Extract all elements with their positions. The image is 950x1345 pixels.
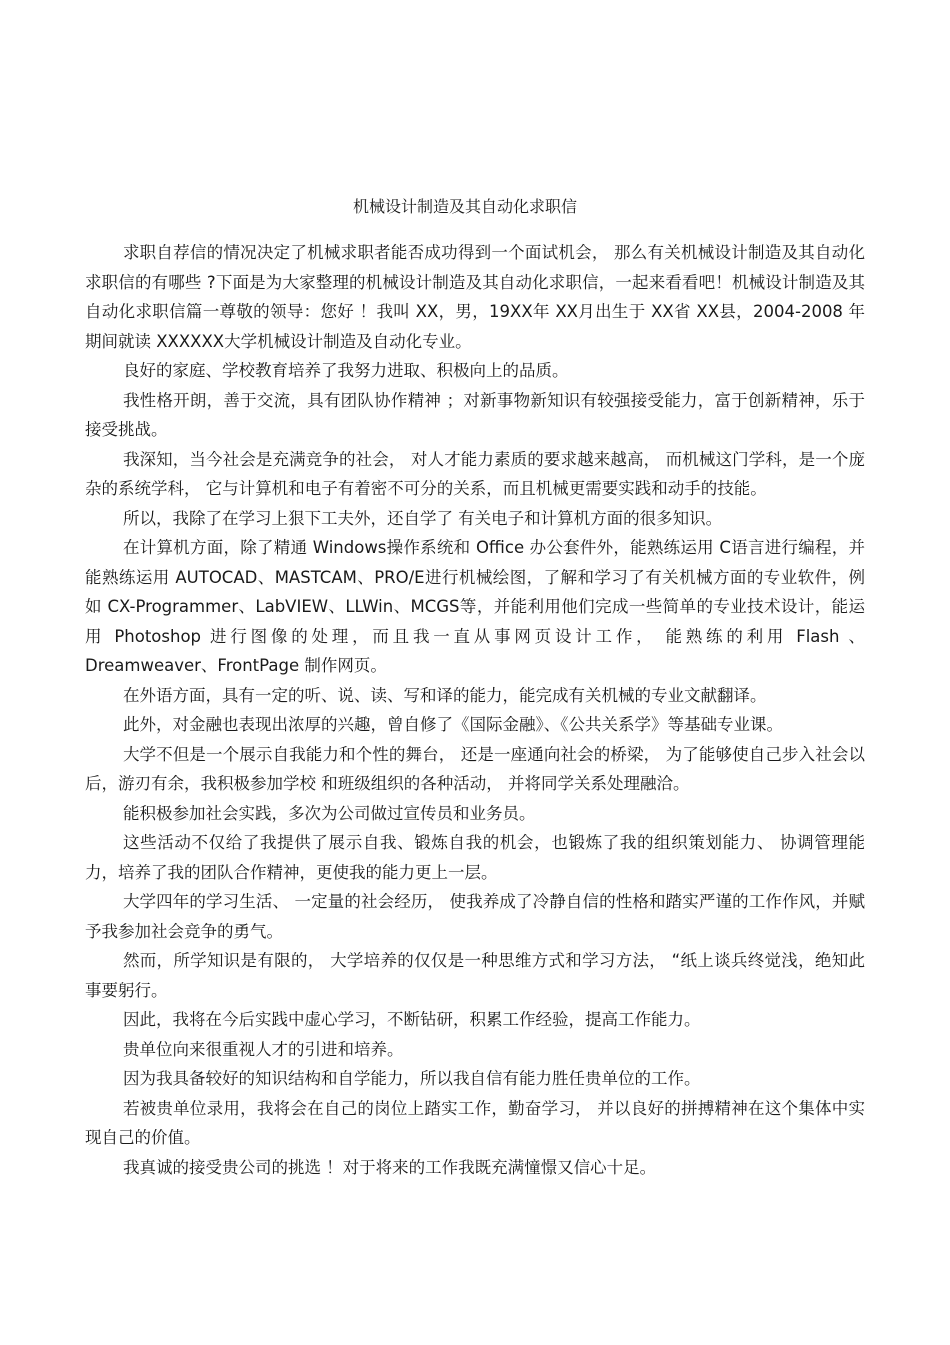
paragraph: 若被贵单位录用，我将会在自己的岗位上踏实工作，勤奋学习， 并以良好的拼搏精神在这个集体中实现自己的价值。 xyxy=(85,1098,865,1147)
paragraph: 在外语方面，具有一定的听、说、读、写和译的能力，能完成有关机械的专业文献翻译。 xyxy=(122,685,767,705)
paragraph: 大学不但是一个展示自我能力和个性的舞台， 还是一座通向社会的桥梁， 为了能够使自己步入社会以后，游刃有余，我积极参加学校 和班级组织的各种活动， 并将同学关系处理融洽。 xyxy=(85,744,865,793)
document-title: 机械设计制造及其自动化求职信 xyxy=(352,197,577,216)
paragraph: 因为我具备较好的知识结构和自学能力，所以我自信有能力胜任贵单位的工作。 xyxy=(122,1069,701,1088)
paragraph: 因此，我将在今后实践中虚心学习，不断钻研，积累工作经验，提高工作能力。 xyxy=(122,1010,701,1029)
paragraph: 在计算机方面，除了精通 Windows操作系统和 Office 办公套件外，能熟练运用 C语言进行编程，并能熟练运用 AUTOCAD、MASTCAM、PRO/E进行机械绘图，了解和学习了有关机械方面的专业软件，例如 CX-Programmer、LabVIEW、LLWin、MCGS等，并能利用他们完成一些简单的专业技术设计，能运用 Photoshop 进行图像的处理，而且我一直从事网页设计工作， 能熟练的利用 Flash 、Dreamweaver、FrontPage 制作网页。 xyxy=(85,538,865,675)
paragraph: 良好的家庭、学校教育培养了我努力进取、积极向上的品质。 xyxy=(122,361,569,380)
document-body xyxy=(85,238,865,1182)
paragraph: 大学四年的学习生活、 一定量的社会经历， 使我养成了冷静自信的性格和踏实严谨的工作作风，并赋予我参加社会竞争的勇气。 xyxy=(85,892,865,941)
paragraph: 我深知，当今社会是充满竞争的社会， 对人才能力素质的要求越来越高， 而机械这门学科，是一个庞杂的系统学科， 它与计算机和电子有着密不可分的关系，而且机械更需要实践和动手的技能。 xyxy=(85,449,865,498)
paragraph: 这些活动不仅给了我提供了展示自我、锻炼自我的机会，也锻炼了我的组织策划能力、 协调管理能力，培养了我的团队合作精神，更使我的能力更上一层。 xyxy=(85,833,865,882)
paragraph: 然而，所学知识是有限的， 大学培养的仅仅是一种思维方式和学习方法， “纸上谈兵终觉浅，绝知此事要躬行。 xyxy=(85,951,865,1000)
paragraph: 我性格开朗，善于交流，具有团队协作精神 ；对新事物新知识有较强接受能力，富于创新精神，乐于接受挑战。 xyxy=(85,390,865,439)
paragraph: 能积极参加社会实践，多次为公司做过宣传员和业务员。 xyxy=(122,803,536,823)
paragraph: 所以，我除了在学习上狠下工夫外，还自学了 有关电子和计算机方面的很多知识。 xyxy=(122,508,723,528)
paragraph: 贵单位向来很重视人才的引进和培养。 xyxy=(122,1039,404,1059)
paragraph: 此外，对金融也表现出浓厚的兴趣，曾自修了《国际金融》、《公共关系学》等基础专业课。 xyxy=(122,715,783,734)
paragraph: 我真诚的接受贵公司的挑选 ！对于将来的工作我既充满憧憬又信心十足。 xyxy=(122,1157,657,1177)
paragraph: 求职自荐信的情况决定了机械求职者能否成功得到一个面试机会， 那么有关机械设计制造及其自动化求职信的有哪些 ?下面是为大家整理的机械设计制造及其自动化求职信，一起来看看吧！机械设计制造及其自动化求职信篇一尊敬的领导：您好 ！我叫 XX，男，19XX年 XX月出生于 XX省 XX县，2004-2008 年期间就读 XXXXXX大学机械设计制造及自动化专业。 xyxy=(85,243,865,351)
